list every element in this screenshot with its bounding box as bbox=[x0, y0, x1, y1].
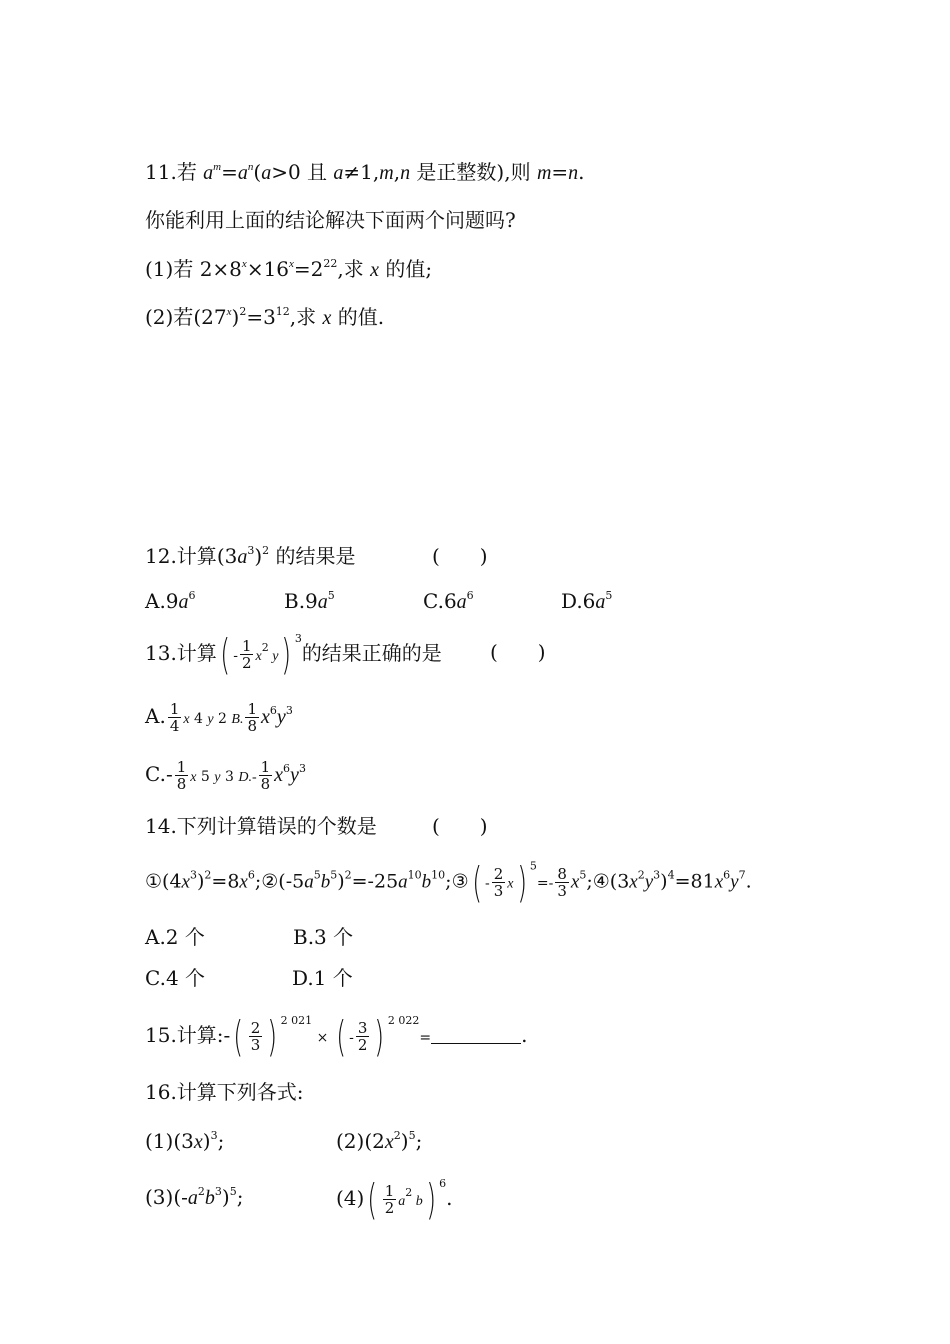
q13-stem: 13.计算( - $\frac{1}{2}$ $x^2$ y) $^3$的结果正确的是 ( ) bbox=[145, 629, 546, 679]
q11-part1-suffix: ,求 bbox=[337, 257, 364, 281]
q12-option-a-label: A.9 bbox=[145, 589, 179, 613]
q15-stem-text: 15.计算:- bbox=[145, 1023, 231, 1047]
q11-part2: (2)若$(27^x)^2=3^{12}$,求 x 的值. bbox=[145, 305, 385, 329]
q12-stem-tail: 的结果是 bbox=[275, 544, 356, 568]
q12-option-b: $B.9a^5$ bbox=[284, 589, 335, 613]
q14-option-d: D.1 个 bbox=[292, 966, 353, 990]
q14-statements: $①(4x^3)^2=8x^6;②(-5a^5b^5)^2=-25a^{10}b^{10};③$( - $\frac{2}{3}$ x) $^5$=- $\frac{8}{3}$ $x^5;④(3x^2y^3)^4=81x^6y^7$. bbox=[145, 857, 752, 907]
q12-option-d: $D.6a^5$ bbox=[561, 589, 613, 613]
q11-part1-tail: 的值; bbox=[385, 257, 433, 281]
q13-option-c: C.- bbox=[145, 762, 173, 786]
q11-cond-tail: 是正整数),则 bbox=[416, 160, 531, 184]
q12-option-a: $A.9a^6$ bbox=[145, 589, 196, 613]
q11-number: 11. bbox=[145, 160, 177, 184]
q15-answer-blank[interactable] bbox=[431, 1025, 521, 1044]
q14-option-b: B.3 个 bbox=[293, 925, 354, 949]
q12-option-c-label: C.6 bbox=[423, 589, 457, 613]
q11-condition: 11.若 $a^m=a^n(a>0$ 且 a≠1,m,n 是正整数),则 m=n. bbox=[145, 160, 585, 184]
q14-answer-bracket: ( ) bbox=[432, 814, 488, 838]
q16-stem: 16.计算下列各式: bbox=[145, 1080, 304, 1104]
q11-part2-suffix: ,求 bbox=[289, 305, 317, 329]
q14-stem-text: 14.下列计算错误的个数是 bbox=[145, 814, 377, 838]
q11-part1-prefix: (1)若 bbox=[145, 257, 194, 281]
q12-stem: 12.计算$(3a^3)^2$ 的结果是 ( ) bbox=[145, 544, 488, 568]
q12-answer-bracket: ( ) bbox=[432, 544, 488, 568]
q16-part1-label: (1) bbox=[145, 1129, 174, 1153]
q11-intro: 若 bbox=[176, 160, 197, 184]
q12-stem-text: 12.计算 bbox=[145, 544, 217, 568]
q13-option-d: D.- bbox=[238, 770, 257, 785]
q16-part4-label: (4) bbox=[336, 1186, 365, 1210]
q12-option-b-label: B.9 bbox=[284, 589, 318, 613]
q15-exponent-1: 2 021 bbox=[280, 1014, 313, 1027]
q11-part2-tail: 的值. bbox=[337, 305, 385, 329]
q14-option-c: C.4 个 bbox=[145, 966, 206, 990]
q16-part4: (4)( $\frac{1}{2}$ $a^2$ b) $^6$. bbox=[336, 1174, 453, 1224]
q14-option-a: A.2 个 bbox=[145, 925, 205, 949]
q13-option-b: B. bbox=[231, 712, 244, 727]
q13-stem-tail: 的结果正确的是 bbox=[301, 641, 442, 665]
q12-option-c: $C.6a^6$ bbox=[423, 589, 474, 613]
q13-options-ab: A. $\frac{1}{4}$ x 4 y 2 B. $\frac{1}{8}$ $x^6y^3$ bbox=[145, 700, 293, 735]
q15-stem: 15.计算:-( $\frac{2}{3}$ ) $^{2 021}$ × ( - $\frac{3}{2}$ ) $^{2 022}$= . bbox=[145, 1011, 528, 1061]
q11-part1: (1)若 $2\times 8^x\times 16^x=2^{22}$,求 x 的值; bbox=[145, 257, 433, 281]
q16-part2: $(2)(2x^2)^5$; bbox=[336, 1129, 423, 1153]
q12-option-d-label: D.6 bbox=[561, 589, 596, 613]
q13-option-a: A. bbox=[145, 704, 166, 728]
q16-part3-label: (3) bbox=[145, 1185, 174, 1209]
q14-stem bbox=[145, 812, 488, 840]
q16-part1: $(1)(3x)^3$; bbox=[145, 1129, 225, 1153]
q15-exponent-2: 2 022 bbox=[387, 1014, 420, 1027]
q11-question: 你能利用上面的结论解决下面两个问题吗? bbox=[145, 208, 516, 232]
q16-part3: $(3)(-a^2b^3)^5$; bbox=[145, 1185, 244, 1209]
q13-answer-bracket: ( ) bbox=[490, 640, 546, 664]
q16-part2-label: (2) bbox=[336, 1129, 365, 1153]
q13-options-cd: C.- $\frac{1}{8}$ x 5 y 3 D.- $\frac{1}{8}$ $x^6y^3$ bbox=[145, 758, 306, 793]
q13-stem-text: 13.计算 bbox=[145, 641, 217, 665]
q11-part2-prefix: (2)若 bbox=[145, 305, 194, 329]
